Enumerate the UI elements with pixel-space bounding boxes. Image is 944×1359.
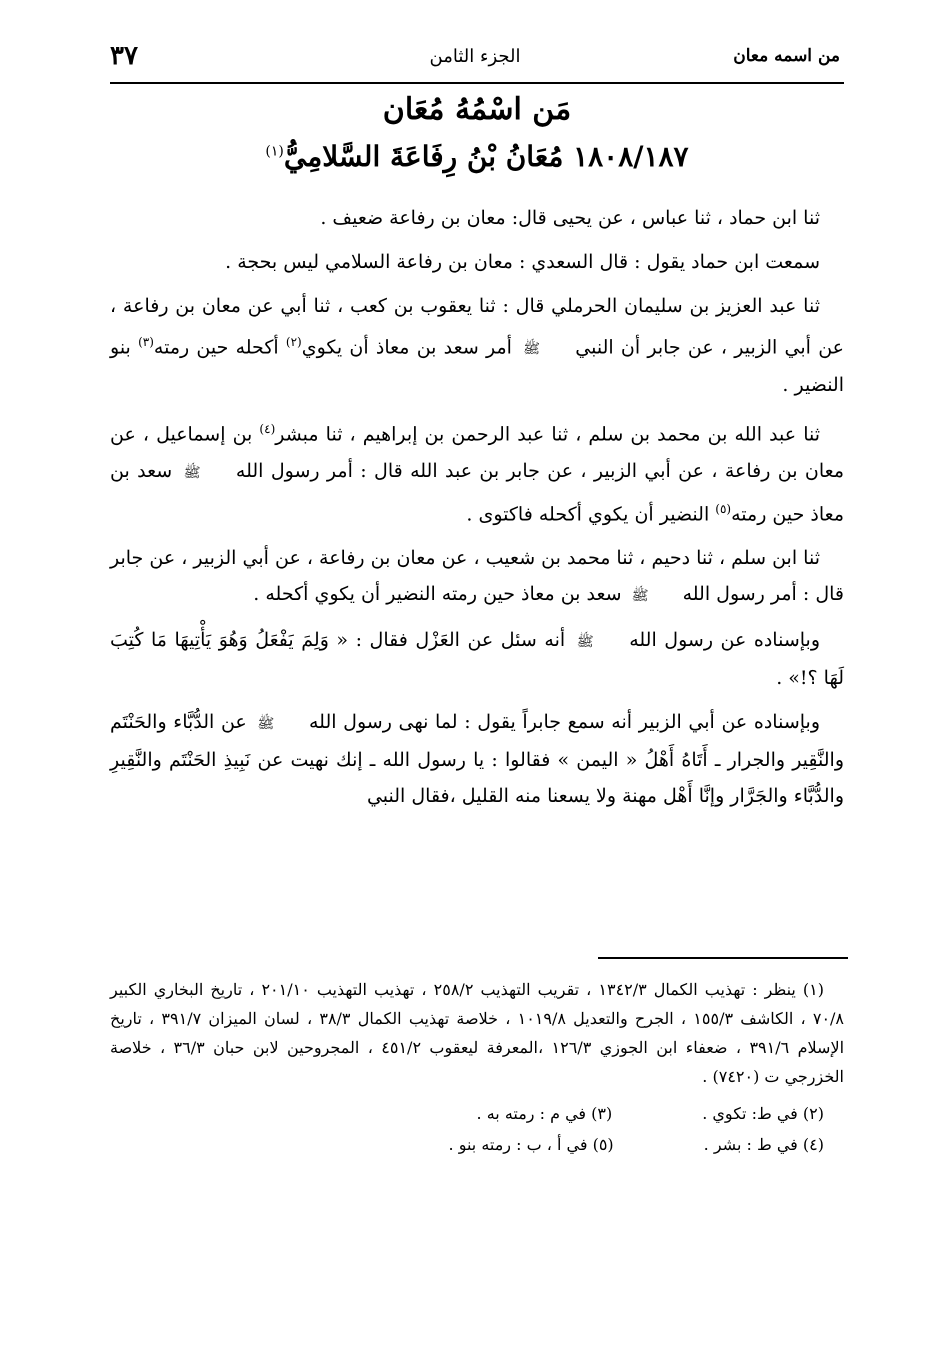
chapter-title: مَن اسْمُهُ مُعَان (382, 92, 572, 127)
footnote-3: (٣) في م : رمته به . (476, 1104, 613, 1123)
footnote-row (110, 1099, 844, 1128)
paragraph-text: سعد بن معاذ حين رمته (110, 459, 844, 525)
body-text (110, 200, 844, 822)
honorific-glyph: ﷺ (523, 341, 541, 358)
paragraph (110, 200, 844, 236)
paragraph-text: ثنا ابن حماد ، ثنا عباس ، عن يحيى قال: معان بن رفاعة ضعيف . (320, 207, 820, 229)
paragraph-text: وبإسناده عن رسول الله (629, 628, 821, 651)
paragraph (110, 288, 844, 403)
footnotes (110, 975, 844, 1161)
paragraph-text: بن إسماعيل ، عن معان بن رفاعة ، عن أبي الزبير ، عن جابر بن عبد الله قال : أمر رسول الله (110, 423, 845, 482)
paragraph-text: ثنا ابن سلم ، ثنا دحيم ، ثنا محمد بن شعيب ، عن معان بن رفاعة ، عن أبي الزبير ، عن جابر قال : أمر رسول الله (110, 546, 844, 605)
paragraph (110, 704, 844, 814)
section-name: من اسمه معان (733, 46, 840, 66)
paragraph-text: عن الدُّبَّاء والحَنْتَم والنَّقِير والجرار ـ أَتَاهُ أَهْلُ « اليمن » فقالوا : يا رسول الله ـ إنك نهيت عن نَبِيذِ الحَنْتَم والنَّقِيرِ والدُّبَّاء والجَرَّار وإنَّا أَهْل مهنة ولا يسعنا منه القليل ،فقال النبي (110, 710, 844, 807)
paragraph-text: وبإسناده عن أبي الزبير أنه سمع جابراً يقول : لما نهى رسول الله (308, 710, 820, 733)
honorific-glyph: ﷺ (631, 587, 649, 604)
part-label: الجزء الثامن (429, 45, 521, 67)
footnote-5: (٥) في أ ، ب : رمته بنو . (448, 1135, 614, 1154)
paragraph-text: ثنا عبد العزيز بن سليمان الحرملي قال : ثنا يعقوب بن كعب ، ثنا أبي عن معان بن رفاعة ، عن أبي الزبير ، عن جابر أن النبي (110, 295, 844, 359)
paragraph-text: سعد بن معاذ حين رمته النضير أن يكوي أكحله . (253, 582, 622, 605)
paragraph-text: سمعت ابن حماد يقول : قال السعدي : معان بن رفاعة السلامي ليس بحجة . (225, 251, 820, 273)
paragraph-text: أكحله حين رمته (153, 336, 279, 359)
running-header (110, 36, 840, 76)
honorific-glyph: ﷺ (576, 633, 594, 650)
paragraph-text: أمر سعد بن معاذ أن يكوي (301, 336, 512, 359)
honorific-glyph: ﷺ (183, 464, 201, 481)
honorific-glyph: ﷺ (257, 715, 275, 732)
footnote-ref: (٤) (259, 422, 276, 437)
paragraph (110, 540, 844, 614)
entry-title-text: ١٨٠٨/١٨٧ مُعَانُ بْنُ رِفَاعَةَ السَّلامِيُّ (283, 140, 689, 173)
footnote-1: (١) ينظر : تهذيب الكمال ١٣٤٢/٣ ، تقريب التهذيب ٢٥٨/٢ ، تهذيب التهذيب ٢٠١/١٠ ، تاريخ البخاري الكبير ٧٠/٨ ، الكاشف ١٥٥/٣ ، الجرح والتعديل ١٠١٩/٨ ، خلاصة تهذيب الكمال ٣٨/٣ ، لسان الميزان ٣٩١/٧ ، تاريخ الإسلام ٣٩١/٦ ، ضعفاء ابن الجوزي ١٢٦/٣ ،المعرفة ليعقوب ٤٥١/٢ ، المجروحين لابن حبان ٣٦/٣ ، خلاصة الخزرجي ت (٧٤٢٠) . (110, 980, 845, 1086)
paragraph (110, 622, 844, 696)
footnote-4: (٤) في ط : بشر . (703, 1135, 824, 1154)
entry-footnote-ref: (١) (265, 143, 284, 160)
footnote-2: (٢) في ط: تكوي . (702, 1104, 824, 1123)
page-number: ٣٧ (110, 41, 138, 71)
footnote-ref: (٥) (715, 501, 732, 516)
footnote-row (110, 1130, 844, 1159)
paragraph-text: بنو النضير . (110, 336, 844, 397)
paragraph-text: النضير أن يكوي أكحله فاكتوى . (466, 502, 710, 525)
paragraph-text: ثنا عبد الله بن محمد بن سلم ، ثنا عبد الرحمن بن إبراهيم ، ثنا مبشر (275, 423, 821, 446)
footnote-ref: (٣) (138, 335, 154, 349)
header-divider (110, 82, 844, 84)
entry-title (110, 140, 844, 173)
paragraph-text: أنه سئل عن العَزْل فقال : « وَلِمَ يَفْعَلُ وَهُوَ يَأْتِيهَا مَا كُتِبَ لَهَا ؟!» . (110, 628, 844, 689)
paragraph (110, 411, 844, 532)
paragraph (110, 244, 844, 280)
footnote-ref: (٢) (285, 335, 302, 349)
footnote-divider (598, 957, 848, 959)
